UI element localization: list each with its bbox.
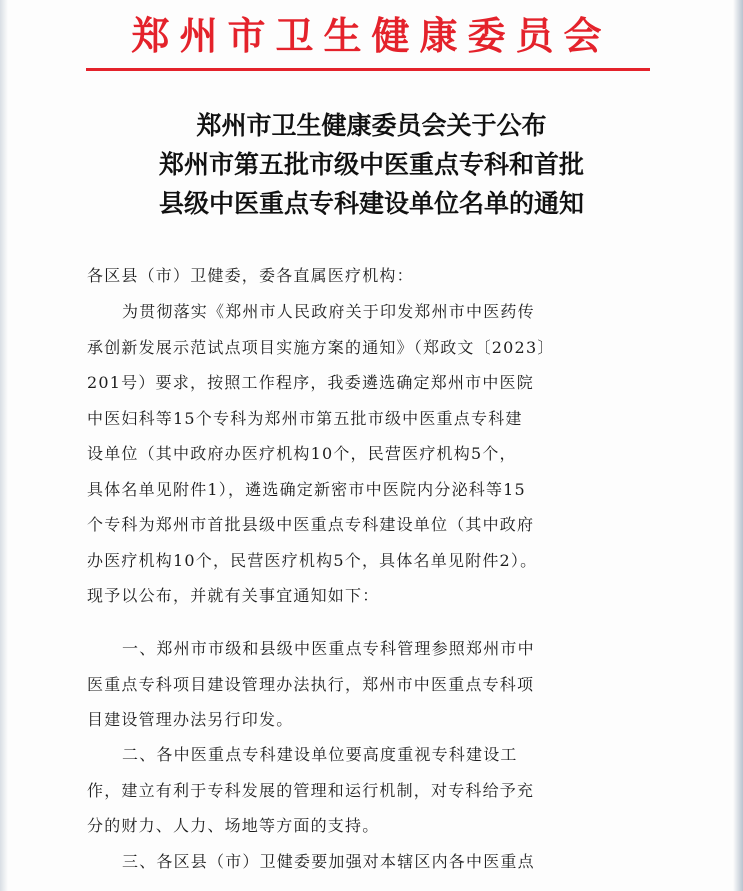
title-line-2: 郑州市第五批市级中医重点专科和首批	[158, 150, 584, 179]
letterhead: 郑州市卫生健康委员会	[131, 13, 612, 58]
paragraph-line: 办医疗机构10个，民营医疗机构5个，具体名单见附件2）。	[87, 550, 538, 570]
paragraph-line: 分的财力、人力、场地等方面的支持。	[87, 816, 380, 835]
paragraph-line: 个专科为郑州市首批县级中医重点专科建设单位（其中政府	[87, 515, 535, 534]
paragraph-line: 设单位（其中政府办医疗机构10个，民营医疗机构5个，	[87, 444, 517, 463]
paragraph-line: 201号）要求，按照工作程序，我委遴选确定郑州市中医院	[87, 373, 534, 392]
paragraph-3	[87, 737, 643, 844]
paragraph-line: 为贯彻落实《郑州市人民政府关于印发郑州市中医药传	[122, 302, 535, 321]
paragraph-line: 二、各中医重点专科建设单位要高度重视专科建设工	[122, 745, 518, 764]
paragraph-4	[87, 844, 643, 880]
paragraph-line: 三、各区县（市）卫健委要加强对本辖区内各中医重点	[122, 852, 535, 871]
title-line-1: 郑州市卫生健康委员会关于公布	[196, 111, 547, 140]
salutation: 各区县（市）卫健委，委各直属医疗机构：	[87, 266, 414, 285]
letterhead-red-rule	[86, 68, 650, 71]
paragraph-line: 医重点专科项目建设管理办法执行，郑州市中医重点专科项	[87, 674, 535, 694]
title-line-3: 县级中医重点专科建设单位名单的通知	[158, 189, 584, 218]
paragraph-line: 作，建立有利于专科发展的管理和运行机制，对专科给予充	[87, 780, 535, 800]
paragraph-line: 承创新发展示范试点项目实施方案的通知》（郑政文〔2023〕	[87, 337, 555, 357]
document-title	[0, 106, 743, 223]
paragraph-line: 中医妇科等15个专科为郑州市第五批市级中医重点专科建	[87, 408, 523, 428]
paragraph-line: 现予以公布，并就有关事宜通知如下：	[87, 586, 380, 605]
paragraph-2	[87, 631, 643, 738]
paragraph-line: 具体名单见附件1），遴选确定新密市中医院内分泌科等15	[87, 479, 526, 499]
paragraph-line: 一、郑州市市级和县级中医重点专科管理参照郑州市中	[122, 639, 535, 658]
paragraph-line: 目建设管理办法另行印发。	[87, 710, 294, 729]
paragraph-1	[87, 294, 643, 614]
